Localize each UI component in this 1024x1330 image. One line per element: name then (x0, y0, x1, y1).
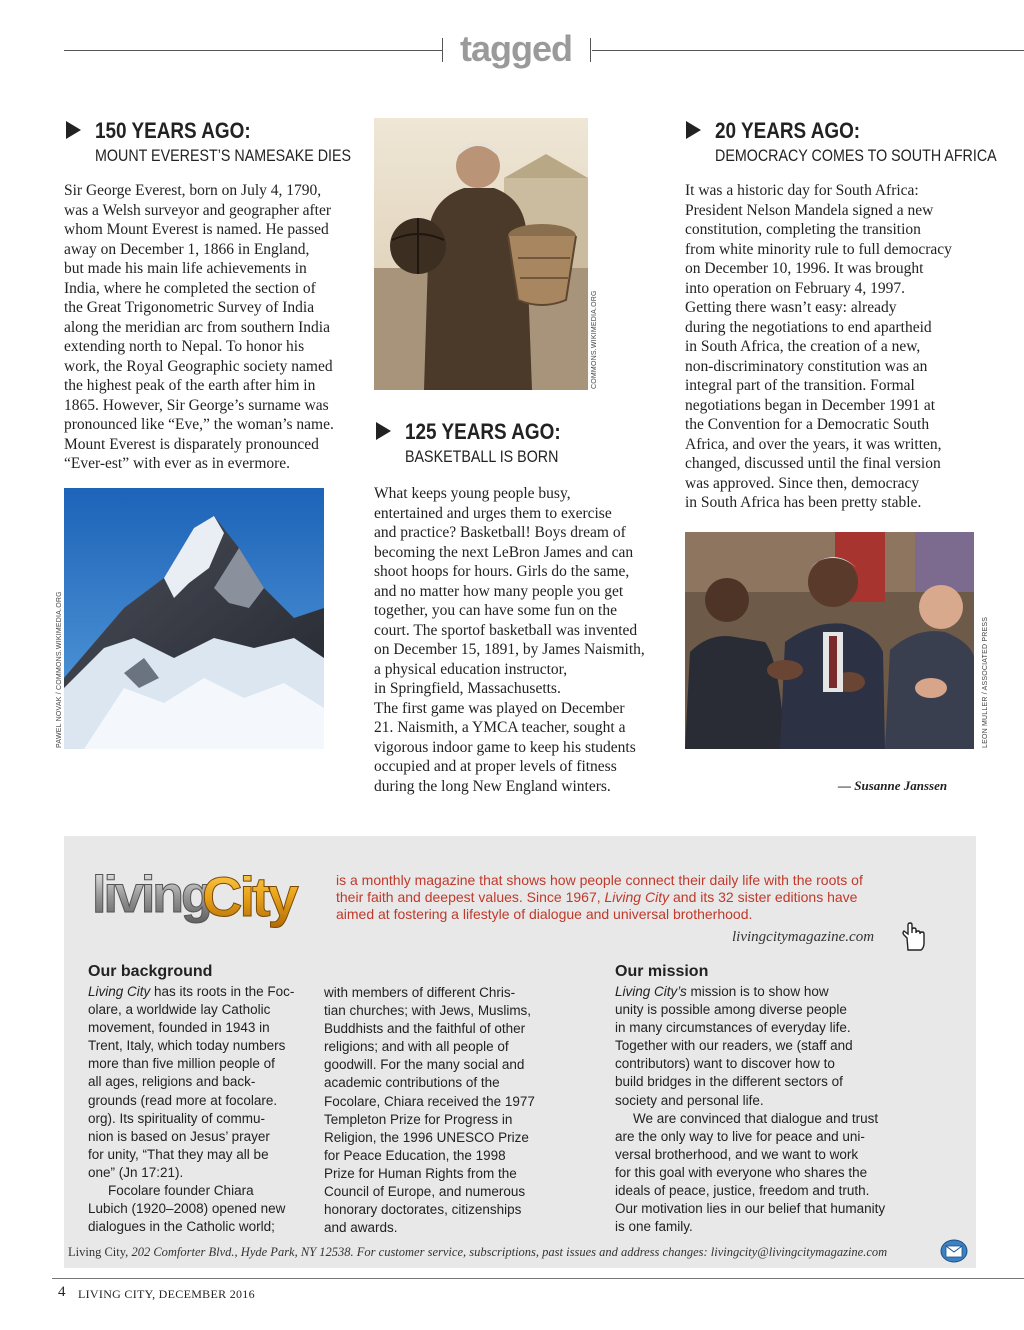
text-line: is a monthly magazine that shows how people connect their daily life with the roots of (336, 872, 863, 888)
text-line: religions; and with all people of (324, 1039, 509, 1055)
text-line: The first game was played on December (374, 699, 625, 717)
header-rule-right (592, 50, 1024, 51)
text-line: during the negotiations to end apartheid (685, 318, 932, 336)
text-line: nion is based on Jesus’ prayer (88, 1128, 270, 1144)
magazine-name: Living City’s (615, 984, 687, 999)
text-line: goodwill. For the many social and (324, 1057, 525, 1073)
text-line: Prize for Human Rights from the (324, 1165, 517, 1181)
text-line: away on December 1, 1866 in England, (64, 240, 310, 258)
text-line: becoming the next LeBron James and can (374, 543, 634, 561)
page-number: 4 (58, 1284, 66, 1300)
text-line: academic contributions of the (324, 1075, 500, 1091)
footer-name: Living City, (68, 1245, 129, 1259)
democracy-subheading: DEMOCRACY COMES TO SOUTH AFRICA (715, 146, 997, 165)
section-title: tagged (459, 28, 572, 69)
everest-photo (64, 488, 324, 749)
democracy-body (685, 181, 952, 513)
text-line: along the meridian arc from southern India (64, 318, 330, 336)
page-footer-rule (52, 1278, 1024, 1279)
text-line: whom Mount Everest is named. He passed (64, 221, 329, 238)
text-line: their faith and deepest values. Since 1967, Living City and its 32 sister editions have (336, 889, 858, 905)
mail-icon[interactable] (940, 1239, 968, 1263)
everest-heading: 150 YEARS AGO: (95, 118, 251, 143)
magazine-name: Living City (604, 889, 670, 905)
text-line: olare, a worldwide lay Catholic (88, 1002, 271, 1018)
footer-address: 202 Comforter Blvd., Hyde Park, NY 12538. For customer service, subscriptions, past issues and address changes: livingcity@livingcitymagazine.com (128, 1245, 888, 1259)
text-line: Africa, and over the years, it was written, (685, 435, 942, 453)
text-line: integral part of the transition. Formal (685, 377, 915, 394)
living-city-url[interactable]: livingcitymagazine.com (732, 929, 875, 945)
basketball-subheading: BASKETBALL IS BORN (405, 447, 559, 466)
text-line: the highest peak of the earth after him in (64, 377, 316, 394)
text-line: together, you can have some fun on the (374, 602, 617, 619)
magazine-name: Living City (88, 984, 151, 999)
text-line: court. The sportof basketball was invented (374, 621, 638, 639)
text-line: Lubich (1920–2008) opened new (88, 1201, 286, 1217)
header-tick-right (590, 38, 591, 62)
play-triangle-icon (376, 422, 391, 440)
text-line: a physical education instructor, (374, 660, 568, 678)
text-line: Focolare, Chiara received the 1977 (324, 1093, 535, 1109)
text-line: one” (Jn 17:21). (88, 1164, 184, 1180)
text-line: We are convinced that dialogue and trust (633, 1110, 879, 1126)
text-line: honorary doctorates, citizenships (324, 1202, 522, 1218)
text-line: but made his main life achievements in (64, 260, 307, 277)
text-line: for unity, “That they may all be (88, 1146, 269, 1162)
text-line: was approved. Since then, democracy (685, 474, 920, 492)
basketball-body (374, 484, 645, 796)
text-line: Council of Europe, and numerous (324, 1184, 526, 1200)
text-line: build bridges in the different sectors of (615, 1074, 843, 1090)
text-line: Templeton Prize for Progress in (324, 1111, 513, 1127)
background-column-2 (324, 984, 558, 1237)
text-line: tian churches; with Jews, Muslims, (324, 1003, 532, 1019)
text-line: non-discriminatory constitution was an (685, 357, 928, 375)
text-line: extending north to Nepal. To honor his (64, 338, 305, 355)
text-line: with members of different Chris- (324, 985, 516, 1000)
everest-subheading: MOUNT EVEREST’S NAMESAKE DIES (95, 146, 352, 165)
text-line: and no matter how many people you get (374, 582, 624, 600)
everest-photo-credit: PAWEL NOVAK / COMMONS.WIKIMEDIA.ORG (56, 591, 63, 748)
text-line: pronounced like “Eve,” the woman’s name. (64, 416, 334, 433)
text-line: Together with our readers, we (staff and (615, 1038, 853, 1054)
text-line: ideals of peace, justice, freedom and truth. (615, 1183, 870, 1199)
svg-text:living: living (92, 866, 210, 924)
democracy-photo-credit: LEON MULLER / ASSOCIATED PRESS (982, 616, 989, 748)
text-line: unity is possible among diverse people (615, 1002, 847, 1018)
text-line: negotiations began in December 1991 at (685, 396, 936, 414)
text-line: in Springfield, Massachusetts. (374, 680, 561, 697)
text-line: 1865. However, Sir George’s surname was (64, 396, 329, 414)
text-line: from white minority rule to full democracy (685, 240, 952, 258)
text-line: in South Africa has been pretty stable. (685, 494, 922, 511)
democracy-photo (685, 532, 974, 749)
text-line: 21. Naismith, a YMCA teacher, sought a (374, 719, 626, 736)
svg-text:City: City (202, 865, 296, 928)
play-triangle-icon (66, 121, 81, 139)
text-line: during the long New England winters. (374, 777, 611, 795)
author-signature: — Susanne Janssen (838, 778, 948, 793)
text-line: all ages, religions and back- (88, 1074, 256, 1090)
text-line: for this goal with everyone who shares the (615, 1164, 868, 1180)
mission-heading: Our mission (615, 963, 709, 980)
text-line: grounds (read more at focolare. (88, 1092, 278, 1108)
text-line: Buddhists and the faithful of other (324, 1021, 526, 1037)
text-line: Sir George Everest, born on July 4, 1790, (64, 182, 322, 199)
text-line: Focolare founder Chiara (108, 1183, 254, 1199)
text-line: on December 10, 1996. It was brought (685, 260, 924, 277)
text-line: and awards. (324, 1220, 398, 1236)
publication-info: LIVING CITY, DECEMBER 2016 (78, 1287, 255, 1301)
text-line: vigorous indoor game to keep his students (374, 738, 636, 756)
text-line: President Nelson Mandela signed a new (685, 201, 934, 219)
living-city-footer (68, 1245, 887, 1260)
living-city-logo (90, 860, 326, 930)
text-line: in South Africa, the creation of a new, (685, 338, 921, 355)
play-triangle-icon (686, 121, 701, 139)
background-column-1 (88, 983, 312, 1236)
everest-heading-block (66, 118, 366, 168)
text-line: Getting there wasn’t easy: already (685, 299, 897, 316)
text-line: into operation on February 4, 1997. (685, 279, 905, 297)
header-tick-left (442, 38, 443, 62)
text-line: Mount Everest is disparately pronounced (64, 435, 319, 453)
text-line: India, where he completed the section of (64, 279, 316, 297)
text-line: more than five million people of (88, 1056, 275, 1072)
text-line: occupied and at proper levels of fitness (374, 758, 617, 775)
democracy-heading-block (686, 118, 1006, 168)
text-line: movement, founded in 1943 in (88, 1020, 270, 1036)
text-line: What keeps young people busy, (374, 485, 571, 502)
text-line: society and personal life. (615, 1092, 764, 1108)
text-line: work, the Royal Geographic society named (64, 357, 333, 375)
text-line: org). Its spirituality of commu- (88, 1110, 266, 1126)
text-line: the Great Trigonometric Survey of India (64, 299, 315, 316)
text-line: Religion, the 1996 UNESCO Prize (324, 1129, 529, 1145)
text-line: aimed at fostering a lifestyle of dialogue and universal brotherhood. (336, 906, 753, 922)
background-heading: Our background (88, 963, 213, 980)
text-line: on December 15, 1891, by James Naismith, (374, 641, 645, 658)
basketball-heading-block (376, 419, 676, 469)
text-line: Trent, Italy, which today numbers (88, 1038, 286, 1054)
basketball-photo (374, 118, 588, 390)
text-line: contributors) want to discover how to (615, 1056, 835, 1072)
text-line: “Ever-est” with ever as in evermore. (64, 455, 291, 472)
basketball-photo-credit: COMMONS.WIKIMEDIA.ORG (591, 290, 598, 389)
text-line: is one family. (615, 1219, 693, 1235)
text-line: constitution, completing the transition (685, 221, 921, 238)
text-line: changed, discussed until the final version (685, 455, 941, 472)
text-line: versal brotherhood, and we want to work (615, 1146, 859, 1162)
text-line: for Peace Education, the 1998 (324, 1147, 506, 1163)
mission-column (615, 983, 913, 1236)
text-line: are the only way to live for peace and uni- (615, 1128, 865, 1144)
text-line: dialogues in the Catholic world; (88, 1219, 275, 1235)
text-line: was a Welsh surveyor and geographer after (64, 201, 332, 219)
text-line: Living City’s mission is to show how (615, 984, 829, 999)
text-line: the Convention for a Democratic South (685, 416, 930, 433)
text-line: shoot hoops for hours. Girls do the same, (374, 563, 630, 580)
pointing-hand-icon[interactable] (899, 922, 927, 952)
text-line: Our motivation lies in our belief that humanity (615, 1201, 886, 1217)
text-line: Living City has its roots in the Foc- (88, 984, 295, 999)
text-line: It was a historic day for South Africa: (685, 182, 919, 199)
democracy-heading: 20 YEARS AGO: (715, 118, 861, 143)
text-line: in many circumstances of everyday life. (615, 1020, 851, 1036)
everest-body (64, 181, 334, 474)
text-line: entertained and urges them to exercise (374, 504, 612, 522)
basketball-heading: 125 YEARS AGO: (405, 419, 561, 444)
text-line: and practice? Basketball! Boys dream of (374, 524, 626, 541)
living-city-intro (336, 872, 916, 923)
header-rule-left (64, 50, 442, 51)
